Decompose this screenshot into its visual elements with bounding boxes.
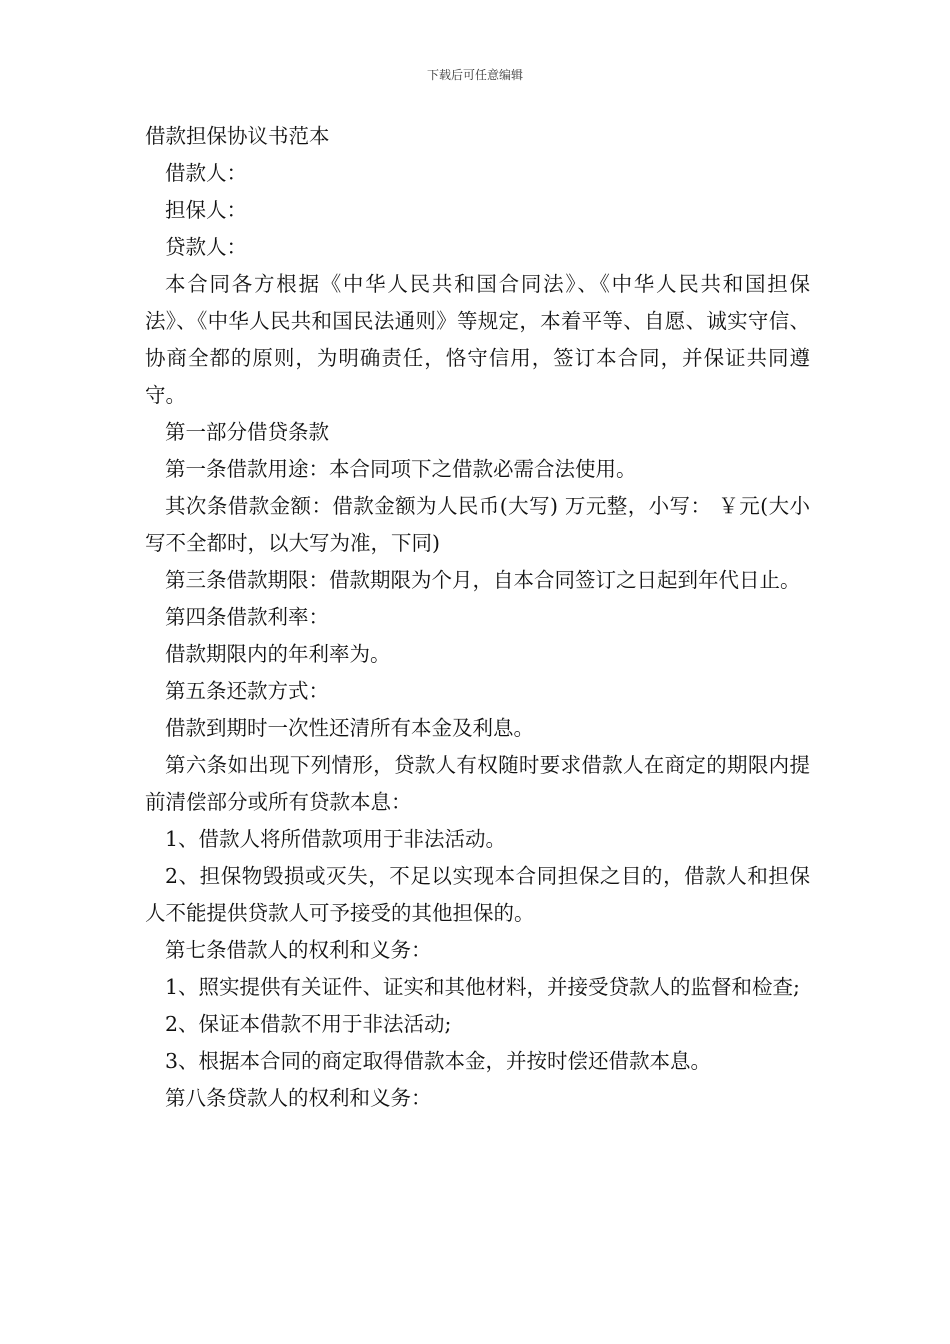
article-1: 第一条借款用途：本合同项下之借款必需合法使用。 [165,457,637,481]
article-6: 第六条如出现下列情形，贷款人有权随时要求借款人在商定的期限内提前清偿部分或所有贷款本息： [145,753,810,814]
document-title: 借款担保协议书范本 [145,124,330,148]
article-5: 第五条还款方式： [165,679,329,703]
article-7-item-1: 1、照实提供有关证件、证实和其他材料，并接受贷款人的监督和检查; [165,975,800,999]
article-7: 第七条借款人的权利和义务： [165,938,432,962]
paragraph-borrower: 借款人： [165,161,247,185]
article-4: 第四条借款利率： [165,605,329,629]
section-heading-part-one: 第一部分借贷条款 [165,420,329,444]
article-8: 第八条贷款人的权利和义务： [165,1086,432,1110]
paragraph-guarantor: 担保人： [165,198,247,222]
article-2: 其次条借款金额：借款金额为人民币(大写) 万元整，小写： ￥元(大小写不全都时，以大写为准，下同) [145,494,810,555]
article-4-text: 借款期限内的年利率为。 [165,642,391,666]
article-7-item-2: 2、保证本借款不用于非法活动; [165,1012,452,1036]
paragraph-preamble: 本合同各方根据《中华人民共和国合同法》、《中华人民共和国担保法》、《中华人民共和国民法通则》等规定，本着平等、自愿、诚实守信、协商全都的原则，为明确责任，恪守信用，签订本合同，并保证共同遵守。 [145,272,810,407]
article-7-item-3: 3、根据本合同的商定取得借款本金，并按时偿还借款本息。 [165,1049,712,1073]
article-6-item-2: 2、担保物毁损或灭失，不足以实现本合同担保之目的，借款人和担保人不能提供贷款人可予接受的其他担保的。 [145,864,810,925]
article-6-item-1: 1、借款人将所借款项用于非法活动。 [165,827,507,851]
article-5-text: 借款到期时一次性还清所有本金及利息。 [165,716,534,740]
document-body [145,118,810,1117]
article-3: 第三条借款期限：借款期限为个月，自本合同签订之日起到年代日止。 [165,568,801,592]
paragraph-lender: 贷款人： [165,235,247,259]
page-header-note: 下载后可任意编辑 [426,68,523,82]
